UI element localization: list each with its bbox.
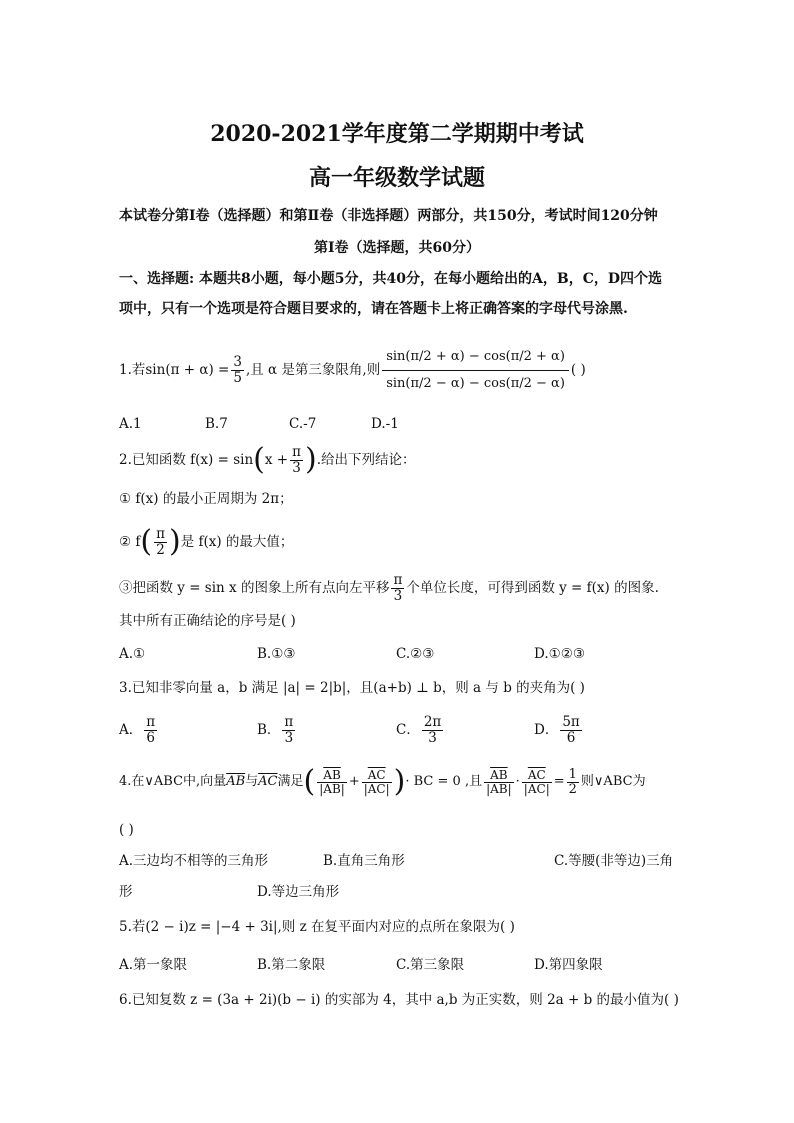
q2-option-c: C.②③ — [396, 646, 435, 662]
q2-stem-pre: 2.已知函数 f(x) = sin — [119, 452, 254, 468]
q5-option-a: A.第一象限 — [119, 957, 188, 973]
q2-conclusion-3: ③把函数 y = sin x 的图象上所有点向左平移 $\frac{\pi}{3}$ 个单位长度，可得到函数 y = f(x) 的图象. — [119, 572, 659, 604]
question-6: 6.已知复数 z = (3a + 2i)(b − i) 的实部为 4，其中 a,b 为正实数，则 2a + b 的最小值为( ) — [119, 992, 679, 1008]
q2-option-a: A.① — [119, 646, 146, 662]
q1-option-d: D.-1 — [371, 416, 399, 432]
section-instructions-line2: 项中，只有一个选项是符合题目要求的，请在答题卡上将正确答案的字母代号涂黑. — [119, 301, 628, 317]
q4-option-d: D.等边三角形 — [257, 884, 340, 900]
q2-stem-arg: x + — [264, 452, 289, 468]
q1-blank: ( ) — [570, 362, 586, 378]
q5-option-b: B.第二象限 — [257, 957, 326, 973]
q1-mid: ,且 α 是第三象限角,则 — [245, 362, 381, 378]
q2-conclusion-1: ① f(x) 的最小正周期为 2π； — [119, 491, 293, 507]
q3-option-a: A． $\frac{\pi}{6}$ — [119, 714, 156, 746]
exam-subtitle: 高一年级数学试题 — [308, 165, 485, 191]
q4-blank: ( ) — [119, 822, 134, 838]
q4-option-a: A.三边均不相等的三角形 — [119, 853, 269, 869]
q1-option-c: C.-7 — [289, 416, 317, 432]
question-4: 4.在∨ABC中,向量 $\overline{AB}$ 与 $\overline{AC}$ 满足 ( $\frac{\overline{AB}}{|AB|}$ + $\frac{\overline{AC}}{|AC|}$ ) · BC = 0 ,且 $\frac{\overline{AB}}{|AB|}$ · $\frac{\overline{AC}}{|AC|}$ = $\frac{1}{2}$ 则∨ABC为 — [119, 764, 646, 799]
q2-stem-post: .给出下列结论： — [316, 452, 416, 468]
question-3: 3.已知非零向量 a，b 满足 |a| = 2|b|，且(a+b) ⊥ b，则 a 与 b 的夹角为( ) — [119, 680, 585, 696]
q1-fraction: $\frac{3}{5}$ — [233, 354, 242, 386]
q1-option-a: A.1 — [119, 416, 142, 432]
question-2: 2.已知函数 f(x) = sin ( x + $\frac{\pi}{3}$ ) .给出下列结论： — [119, 442, 416, 477]
q2-conclusion-2: ② f ( $\frac{\pi}{2}$ ) 是 f(x) 的最大值； — [119, 524, 294, 559]
section-instructions-line1: 一、选择题: 本题共8小题，每小题5分，共40分，在每小题给出的A，B，C，D四个选 — [119, 271, 662, 287]
q4-option-c: C.等腰(非等边)三角 — [554, 853, 674, 869]
q4-option-b: B.直角三角形 — [323, 853, 405, 869]
q5-option-c: C.第三象限 — [396, 957, 465, 973]
q2-option-b: B.①③ — [257, 646, 296, 662]
q3-option-d: D． $\frac{5\pi}{6}$ — [534, 714, 580, 746]
question-1 — [119, 340, 586, 400]
question-5: 5.若(2 − i)z = |−4 + 3i|,则 z 在复平面内对应的点所在象限为( ) — [119, 919, 515, 935]
q1-option-b: B.7 — [205, 416, 228, 432]
q2-ask: 其中所有正确结论的序号是( ) — [119, 613, 296, 629]
q1-big-fraction: $\frac{\sin(\pi/2 + \alpha) - \cos(\pi/2 + \alpha)}{\sin(\pi/2 - \alpha) - \cos(\pi/2 - \alpha)}$ — [382, 350, 569, 390]
q3-option-b: B． $\frac{\pi}{3}$ — [257, 714, 294, 746]
part-heading: 第Ⅰ卷（选择题，共60分） — [313, 240, 481, 256]
q1-pre: 1.若sin(π + α) = — [119, 362, 230, 378]
q4-option-c-cont: 形 — [119, 884, 133, 900]
q2-option-d: D.①②③ — [534, 646, 585, 662]
q2-fraction: $\frac{\pi}{3}$ — [292, 444, 301, 476]
exam-title: 2020-2021学年度第二学期期中考试 — [210, 121, 584, 147]
exam-info: 本试卷分第Ⅰ卷（选择题）和第Ⅱ卷（非选择题）两部分，共150分，考试时间120分钟 — [119, 208, 658, 224]
q3-option-c: C． $\frac{2\pi}{3}$ — [396, 714, 442, 746]
q5-option-d: D.第四象限 — [534, 957, 603, 973]
